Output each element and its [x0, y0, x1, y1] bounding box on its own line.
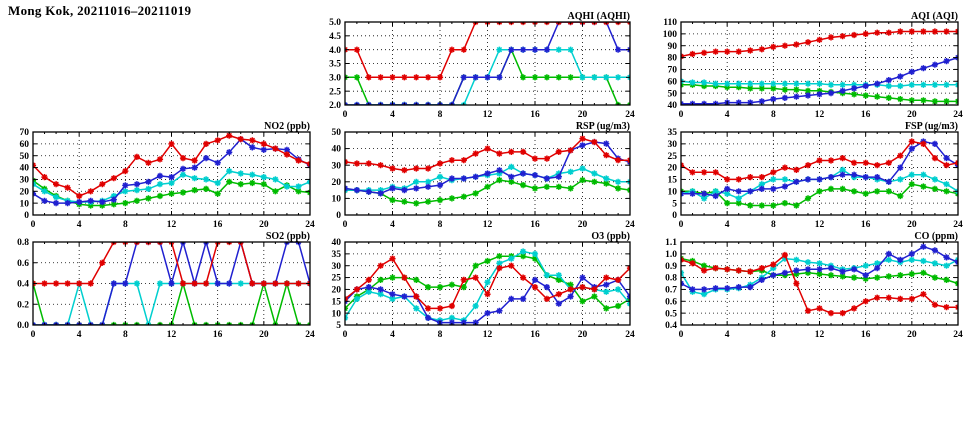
- x-tick-label: 24: [625, 110, 635, 120]
- chart-title-aqhi: AQHI (AQHI): [567, 11, 630, 22]
- x-tick-label: 20: [907, 110, 917, 120]
- y-tick-label: 25: [331, 273, 341, 284]
- x-tick-label: 20: [259, 330, 269, 340]
- y-tick-label: 110: [663, 18, 677, 29]
- y-tick-label: 30: [331, 261, 341, 272]
- y-tick-label: 10: [667, 187, 677, 198]
- x-tick-label: 0: [342, 110, 348, 120]
- aqi-cyan-line: [678, 78, 961, 89]
- x-tick-label: 16: [530, 220, 540, 230]
- y-tick-label: 50: [19, 151, 29, 162]
- y-tick-label: 0.2: [17, 300, 29, 311]
- y-tick-label: 15: [331, 297, 341, 308]
- x-tick-label: 8: [770, 330, 776, 340]
- y-tick-label: 20: [331, 285, 341, 296]
- x-tick-label: 20: [907, 220, 917, 230]
- chart-aqhi: [329, 11, 635, 120]
- y-tick-label: 4.0: [329, 45, 341, 56]
- y-tick-label: 0.9: [665, 261, 677, 272]
- x-tick-label: 24: [305, 220, 315, 230]
- y-tick-label: 0.8: [17, 238, 29, 249]
- x-tick-label: 24: [305, 330, 315, 340]
- y-tick-label: 35: [331, 249, 341, 260]
- y-tick-label: 100: [662, 29, 677, 40]
- chart-so2: [17, 231, 315, 340]
- y-tick-label: 10: [331, 309, 341, 320]
- y-tick-label: 60: [667, 77, 677, 88]
- x-tick-label: 12: [482, 110, 493, 120]
- x-tick-label: 16: [860, 110, 871, 120]
- y-tick-label: 0.4: [665, 321, 677, 332]
- y-tick-label: 3.5: [329, 59, 341, 70]
- x-tick-label: 16: [530, 110, 540, 120]
- data-point-markers: [30, 280, 313, 328]
- chart-title-fsp: FSP (ug/m3): [904, 121, 958, 132]
- x-tick-label: 12: [482, 330, 493, 340]
- x-tick-label: 12: [482, 220, 493, 230]
- y-tick-label: 1.0: [665, 249, 677, 260]
- x-tick-label: 8: [770, 110, 776, 120]
- x-tick-label: 16: [860, 220, 871, 230]
- y-tick-label: 2.0: [329, 101, 341, 112]
- y-tick-label: 0.6: [17, 258, 29, 269]
- no2-cyan-line: [30, 168, 313, 205]
- x-tick-label: 12: [814, 330, 825, 340]
- y-tick-label: 0.8: [665, 273, 677, 284]
- x-tick-label: 4: [724, 330, 730, 340]
- x-tick-label: 16: [860, 330, 871, 340]
- x-tick-label: 20: [577, 330, 588, 340]
- x-tick-label: 12: [166, 330, 177, 340]
- x-tick-label: 4: [724, 220, 730, 230]
- x-tick-label: 4: [390, 110, 395, 120]
- x-tick-label: 4: [390, 330, 395, 340]
- x-tick-label: 8: [122, 330, 128, 340]
- x-tick-label: 4: [724, 110, 730, 120]
- y-tick-label: 25: [667, 151, 677, 162]
- x-tick-label: 24: [953, 220, 963, 230]
- y-tick-label: 0.4: [17, 279, 29, 290]
- y-tick-label: 0: [24, 211, 29, 222]
- y-tick-label: 0.7: [665, 285, 677, 296]
- x-tick-label: 4: [76, 330, 82, 340]
- x-tick-label: 8: [437, 220, 443, 230]
- y-tick-label: 40: [331, 238, 341, 249]
- x-tick-label: 16: [212, 220, 223, 230]
- y-tick-label: 20: [19, 187, 29, 198]
- x-tick-label: 0: [30, 330, 36, 340]
- data-point-markers: [30, 280, 313, 328]
- x-tick-label: 20: [577, 110, 588, 120]
- x-tick-label: 16: [212, 330, 223, 340]
- y-tick-label: 50: [667, 89, 677, 100]
- chart-title-so2: SO2 (ppb): [265, 231, 310, 242]
- chart-title-aqi: AQI (AQI): [911, 11, 958, 22]
- x-tick-label: 12: [814, 110, 825, 120]
- so2-green-line: [30, 280, 313, 328]
- y-tick-label: 0.6: [665, 297, 677, 308]
- x-tick-label: 0: [678, 110, 684, 120]
- y-tick-label: 20: [331, 177, 341, 188]
- y-tick-label: 0: [336, 211, 341, 222]
- x-tick-label: 0: [678, 330, 684, 340]
- gridlines: [681, 132, 958, 215]
- y-tick-label: 4.5: [329, 31, 341, 42]
- x-tick-label: 8: [437, 110, 443, 120]
- x-tick-label: 0: [342, 330, 348, 340]
- y-tick-label: 40: [331, 144, 341, 155]
- y-tick-label: 20: [667, 163, 677, 174]
- y-tick-label: 5.0: [329, 18, 341, 29]
- x-tick-label: 8: [770, 220, 776, 230]
- chart-no2: [20, 121, 316, 230]
- y-tick-label: 30: [19, 175, 29, 186]
- y-tick-label: 40: [667, 101, 677, 112]
- y-tick-label: 5: [672, 199, 677, 210]
- y-tick-label: 2.5: [329, 87, 341, 98]
- page-title: Mong Kok, 20211016–20211019: [8, 3, 192, 18]
- x-tick-label: 24: [953, 110, 963, 120]
- x-tick-label: 24: [625, 330, 635, 340]
- y-tick-label: 90: [667, 41, 677, 52]
- x-tick-label: 24: [953, 330, 963, 340]
- y-tick-label: 35: [667, 128, 677, 139]
- x-tick-label: 4: [390, 220, 395, 230]
- x-tick-label: 0: [342, 220, 348, 230]
- x-tick-label: 8: [122, 220, 128, 230]
- rsp-red-line: [342, 136, 633, 174]
- x-tick-label: 20: [259, 220, 269, 230]
- gridlines: [345, 22, 630, 105]
- x-tick-label: 12: [166, 220, 177, 230]
- y-tick-label: 1.1: [665, 238, 677, 249]
- y-tick-label: 5: [336, 321, 341, 332]
- x-tick-label: 0: [678, 220, 684, 230]
- x-tick-label: 8: [437, 330, 443, 340]
- x-tick-label: 24: [625, 220, 635, 230]
- y-tick-label: 70: [667, 65, 677, 76]
- chart-co: [665, 231, 963, 340]
- chart-title-no2: NO2 (ppb): [264, 121, 310, 132]
- chart-title-co: CO (ppm): [914, 231, 958, 242]
- y-tick-label: 10: [19, 199, 29, 210]
- x-tick-label: 16: [530, 330, 540, 340]
- y-tick-label: 50: [331, 128, 341, 139]
- x-tick-label: 20: [907, 330, 917, 340]
- y-tick-label: 0: [672, 211, 677, 222]
- chart-o3: [332, 231, 636, 340]
- y-tick-label: 40: [19, 163, 29, 174]
- y-tick-label: 0.5: [665, 309, 677, 320]
- y-tick-label: 15: [667, 175, 677, 186]
- x-tick-label: 12: [814, 220, 825, 230]
- y-tick-label: 60: [19, 139, 29, 150]
- x-tick-label: 4: [76, 220, 82, 230]
- y-tick-label: 10: [331, 194, 341, 205]
- y-tick-label: 3.0: [329, 73, 341, 84]
- data-point-markers: [30, 168, 313, 205]
- y-tick-label: 80: [667, 53, 677, 64]
- y-tick-label: 30: [667, 139, 677, 150]
- chart-title-rsp: RSP (ug/m3): [575, 121, 630, 132]
- x-tick-label: 20: [577, 220, 588, 230]
- gridlines: [681, 242, 958, 325]
- chart-fsp: [668, 121, 964, 230]
- x-tick-label: 0: [30, 220, 36, 230]
- so2-cyan-line: [30, 280, 313, 328]
- y-tick-label: 70: [19, 128, 29, 139]
- chart-aqi: [663, 11, 963, 120]
- y-tick-label: 0.0: [17, 321, 29, 332]
- chart-rsp: [332, 121, 636, 230]
- y-tick-label: 30: [331, 161, 341, 172]
- chart-title-o3: O3 (ppb): [591, 231, 630, 242]
